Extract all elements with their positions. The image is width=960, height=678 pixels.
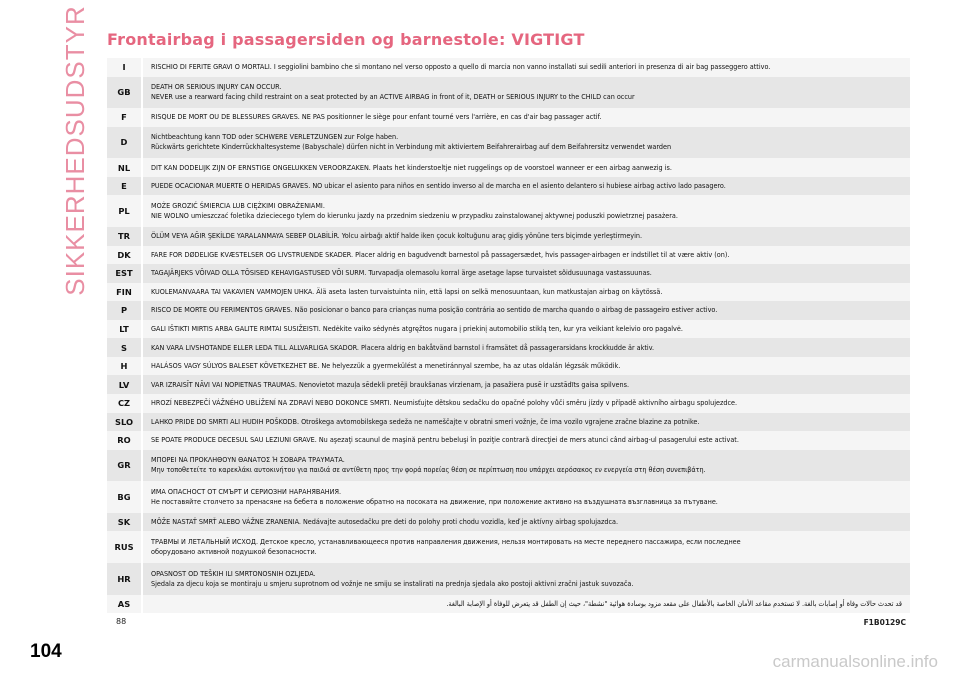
- side-section-tab: [59, 4, 90, 296]
- warning-text-line: ИМА ОПАСНОСТ ОТ СМЪРТ И СЕРИОЗНИ НАРАНЯВАНИЯ.: [151, 487, 342, 497]
- language-code: RO: [107, 431, 141, 450]
- warning-text-line: RISQUE DE MORT OU DE BLESSURES GRAVES. NE PAS positionner le siège pour enfant tourné vers l'arrière, en cas d'air bag passager actif.: [151, 112, 602, 122]
- warning-row: [107, 320, 910, 339]
- warning-row: [107, 158, 910, 177]
- warning-text-line: قد تحدث حالات وفاة أو إصابات بالغة. لا تستخدم مقاعد الأمان الخاصة بالأطفال على مقعد مزود بوسادة هوائية "نشطة"، حيث إن الطفل قد يتعرض للوفاة أو الإصابة البالغة.: [446, 598, 902, 608]
- warning-text: [143, 227, 910, 246]
- language-code: NL: [107, 158, 141, 177]
- warning-row: [107, 264, 910, 283]
- warning-text-line: RISCHIO DI FERITE GRAVI O MORTALI. I seggiolini bambino che si montano nel verso opposto a quello di marcia non vanno installati sui sedili anteriori in presenza di air bag passeggero attivo.: [151, 62, 771, 72]
- warning-text-line: оборудовано активной подушкой безопасности.: [151, 547, 317, 557]
- language-code: S: [107, 338, 141, 357]
- warning-text: [143, 283, 910, 302]
- figure-page-ref: 88: [116, 617, 127, 626]
- warning-row: [107, 513, 910, 532]
- warning-row: [107, 531, 910, 563]
- language-code: FIN: [107, 283, 141, 302]
- warning-text-line: TAGAJÄRJEKS VÕIVAD OLLA TÕSISED KEHAVIGASTUSED VÕI SURM. Turvapadja olemasolu korral ärge asetage lapse turvaistet sõidusuunaga vastassuunas.: [151, 268, 652, 278]
- language-code: SK: [107, 513, 141, 532]
- language-code: PL: [107, 195, 141, 227]
- warning-text: [143, 108, 910, 127]
- language-code: GB: [107, 77, 141, 109]
- warning-text: [143, 450, 910, 482]
- warning-row: [107, 413, 910, 432]
- warning-text-line: SE POATE PRODUCE DECESUL SAU LEZIUNI GRAVE. Nu aşezaţi scaunul de maşină pentru bebeluşi în poziţie contrară direcţiei de mers atunci când airbag-ul pasagerului este activat.: [151, 435, 739, 445]
- warning-text-line: MÔŽE NASTAŤ SMRŤ ALEBO VÁŽNE ZRANENIA. Nedávajte autosedačku pre deti do polohy proti chodu vozidla, keď je aktívny airbag spolujazdca.: [151, 517, 619, 527]
- warning-row: [107, 431, 910, 450]
- language-code: EST: [107, 264, 141, 283]
- warning-text-line: Не поставяйте столчето за пренасяне на бебета в положение обратно на посоката на движение, при положение активно на въздушната възглавница за пътуване.: [151, 497, 718, 507]
- warning-text-line: KUOLEMANVAARA TAI VAKAVIEN VAMMOJEN UHKA. Älä aseta lasten turvaistuinta niin, että lapsi on selkä menosuuntaan, kun matkustajan airbag on käytössä.: [151, 286, 663, 296]
- warning-row: [107, 595, 910, 614]
- language-code: GR: [107, 450, 141, 482]
- warning-text: [143, 375, 910, 394]
- language-code: LT: [107, 320, 141, 339]
- warning-row: [107, 195, 910, 227]
- warning-text-line: Μην τοποθετείτε το καρεκλάκι αυτοκινήτου για παιδιά σε αντίθετη προς την φορά πορείας θέση σε περίπτωση που υπάρχει αερόσακος εν ενεργεία στη θέση συνεπιβάτη.: [151, 465, 706, 475]
- warning-text-line: NEVER use a rearward facing child restraint on a seat protected by an ACTIVE AIRBAG in front of it, DEATH or SERIOUS INJURY to the CHILD can occur: [151, 92, 635, 102]
- warning-text-line: HALÁSOS VAGY SÚLYOS BALESET KÖVETKEZHET BE. Ne helyezzük a gyermekülést a menetiránnyal szembe, ha az utas oldalán légzsák működik.: [151, 361, 621, 371]
- language-code: D: [107, 127, 141, 159]
- warning-text: [143, 413, 910, 432]
- warning-text: [143, 127, 910, 159]
- warning-text-line: FARE FOR DØDELIGE KVÆSTELSER OG LIVSTRUENDE SKADER. Placer aldrig en bagudvendt barnestol på passagersædet, hvis passager-airbagen er indstillet til at være aktiv (on).: [151, 249, 730, 259]
- warning-row: [107, 338, 910, 357]
- language-code: SLO: [107, 413, 141, 432]
- warning-text-line: DIT KAN DODELIJK ZIJN OF ERNSTIGE ONGELUKKEN VEROORZAKEN. Plaats het kinderstoeltje niet ruggelings op de voorstoel wanneer er een airbag aanwezig is.: [151, 162, 672, 172]
- language-code: I: [107, 58, 141, 77]
- warning-text-line: HROZÍ NEBEZPEČÍ VÁŽNÉHO UBLÍŽENÍ NA ZDRAVÍ NEBO DOKONCE SMRTI. Neumisťujte dětskou sedačku do opačné polohy vůči směru jízdy v případě aktivního airbagu spolujezdce.: [151, 398, 738, 408]
- warning-text-line: NIE WOLNO umieszczać foletika dzieciecego tylem do kierunku jazdy na przednim siedzeniu w przypadku zainstalowanej aktywnej poduszki powietrznej pasażera.: [151, 211, 678, 221]
- warning-text: [143, 357, 910, 376]
- language-code: BG: [107, 481, 141, 513]
- warning-row: [107, 563, 910, 595]
- language-code: F: [107, 108, 141, 127]
- warning-text: [143, 195, 910, 227]
- language-code: AS: [107, 595, 141, 614]
- warning-text-line: DEATH OR SERIOUS INJURY CAN OCCUR.: [151, 82, 282, 92]
- warning-text: [143, 177, 910, 196]
- warning-text: [143, 563, 910, 595]
- warning-text-line: MOŻE GROZIĆ ŚMIERCIA LUB CIĘŻKIMI OBRAŻENIAMI.: [151, 201, 325, 211]
- warning-text: [143, 158, 910, 177]
- warning-text: [143, 264, 910, 283]
- warning-text-line: VAR IZRAISĪT NĀVI VAI NOPIETNAS TRAUMAS. Nenovietot mazuļa sēdekli pretēji braukšanas virzienam, ja pasažiera pusē ir uzstādīts gaisa spilvens.: [151, 379, 630, 389]
- warning-text-line: Nichtbeachtung kann TOD oder SCHWERE VERLETZUNGEN zur Folge haben.: [151, 132, 399, 142]
- warning-text: [143, 394, 910, 413]
- language-code: RUS: [107, 531, 141, 563]
- warning-text: [143, 595, 910, 614]
- warning-text-line: ТРАВМЫ И ЛЕТАЛЬНЫЙ ИСХОД. Детское кресло, устанавливающееся против направления движения, нельзя монтировать на месте переднего пассажира, если последнее: [151, 537, 741, 547]
- warning-row: [107, 108, 910, 127]
- warning-row: [107, 127, 910, 159]
- language-code: LV: [107, 375, 141, 394]
- warning-row: [107, 481, 910, 513]
- watermark-link[interactable]: carmanualsonline.info: [772, 652, 938, 671]
- warning-row: [107, 177, 910, 196]
- warning-text: [143, 301, 910, 320]
- language-code: TR: [107, 227, 141, 246]
- language-code: CZ: [107, 394, 141, 413]
- warning-row: [107, 58, 910, 77]
- warning-text-line: ΜΠΟΡΕΙ ΝΑ ΠΡΟΚΛΗΘΟΥΝ ΘΑΝΑΤΟΣ Ή ΣΟΒΑΡΑ ΤΡΑΥΜΑΤΑ.: [151, 455, 345, 465]
- warning-text-line: GALI IŠTIKTI MIRTIS ARBA GALITE RIMTAI SUSIŽEISTI. Nedėkite vaiko sėdynės atgręžtos nugara į priekinį automobilio stiklą ten, kur yra veikiant keleivio oro pagalvė.: [151, 324, 683, 334]
- warning-text: [143, 431, 910, 450]
- warning-row: [107, 283, 910, 302]
- warning-text: [143, 246, 910, 265]
- warning-text-line: ÖLÜM VEYA AĞIR ŞEKİLDE YARALANMAYA SEBEP OLABİLİR. Yolcu airbağı aktif halde iken çocuk koltuğunu araç gidiş yönüne ters biçimde yerleştirmeyin.: [151, 231, 643, 241]
- warning-row: [107, 246, 910, 265]
- warning-text-line: Rückwärts gerichtete Kinderrückhaltesysteme (Babyschale) dürfen nicht in Verbindung mit aktiviertem Beifahrerairbag auf dem Beifahrersitz verwendet warden: [151, 142, 672, 152]
- language-code: P: [107, 301, 141, 320]
- warning-text: [143, 58, 910, 77]
- warning-row: [107, 450, 910, 482]
- warning-text-line: LAHKO PRIDE DO SMRTI ALI HUDIH POŠKODB. Otroškega avtomobilskega sedeža ne nameščajte v obratni smeri vožnje, če ima vozilo vgrajene zračne blazine za potnike.: [151, 416, 700, 426]
- language-code: H: [107, 357, 141, 376]
- warning-text-line: PUEDE OCACIONAR MUERTE O HERIDAS GRAVES. NO ubicar el asiento para niños en sentido inverso al de marcha en el asiento delantero si hubiese airbag activo lado pasagero.: [151, 181, 726, 191]
- warning-text: [143, 338, 910, 357]
- warning-text: [143, 320, 910, 339]
- warning-text-line: Sjedala za djecu koja se montiraju u smjeru suprotnom od vožnje ne smiju se instalirati na prednja sjedala ako postoji aktivni zračni jastuk suvozača.: [151, 578, 634, 588]
- language-code: HR: [107, 563, 141, 595]
- warning-row: [107, 357, 910, 376]
- language-code: E: [107, 177, 141, 196]
- side-section-label: SIKKERHEDSUDSTYR: [59, 4, 90, 296]
- language-code: DK: [107, 246, 141, 265]
- warning-row: [107, 375, 910, 394]
- warning-text-line: OPASNOST OD TEŠKIH ILI SMRTONOSNIH OZLJEDA.: [151, 568, 316, 578]
- warning-text: [143, 531, 910, 563]
- warning-text: [143, 481, 910, 513]
- warning-text: [143, 77, 910, 109]
- warning-text-line: KAN VARA LIVSHOTANDE ELLER LEDA TILL ALLVARLIGA SKADOR. Placera aldrig en bakåtvänd barnstol i framsätet då passagerarsidans krockkudde är aktiv.: [151, 342, 655, 352]
- warning-table: [107, 58, 910, 613]
- warning-text: [143, 513, 910, 532]
- warning-row: [107, 301, 910, 320]
- warning-row: [107, 394, 910, 413]
- warning-text-line: RISCO DE MORTE OU FERIMENTOS GRAVES. Não posicionar o banco para crianças numa posição contrária ao sentido de marcha quando o airbag de passageiro estiver activo.: [151, 305, 718, 315]
- page-number: 104: [30, 641, 62, 662]
- warning-row: [107, 77, 910, 109]
- warning-row: [107, 227, 910, 246]
- figure-code: F1B0129C: [863, 618, 906, 627]
- page-title: Frontairbag i passagersiden og barnestole: VIGTIGT: [107, 30, 585, 49]
